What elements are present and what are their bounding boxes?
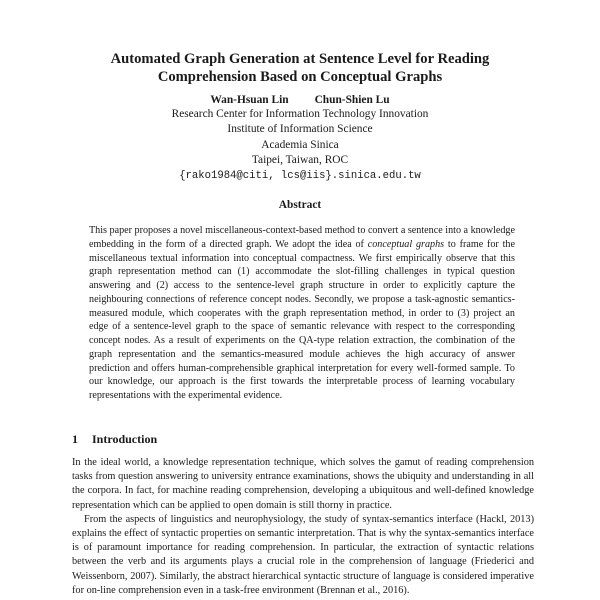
paper-title — [0, 51, 600, 86]
affiliation-line: Academia Sinica — [261, 138, 339, 151]
author-list — [0, 93, 600, 108]
section-number: 1 — [72, 432, 78, 446]
affiliation-line: Research Center for Information Technology Innovation — [171, 108, 429, 120]
paragraph: In the ideal world, a knowledge representation technique, which solves the gamut of reading comprehension tasks from question answering to university entrance examinations, shows the ubiquity and understanding in all the corpora. In fact, for machine reading comprehension, developing a ubiquitous and well-defined knowledge representation which can be applied to open domain is still thorny in practice. — [72, 457, 534, 511]
title-line-1: Automated Graph Generation at Sentence Level for Reading — [110, 51, 490, 67]
author-name: Chun-Shien Lu — [314, 94, 390, 106]
abstract-heading: Abstract — [278, 199, 322, 211]
section-title: Introduction — [92, 432, 158, 446]
abstract-body — [89, 224, 515, 403]
affiliation-line: Institute of Information Science — [227, 123, 373, 136]
affiliation-block — [0, 107, 600, 184]
introduction-body — [72, 456, 534, 598]
abstract-text: This paper proposes a novel miscellaneous-context-based method to convert a sentence into a knowledge embedding in the form of a directed graph. We adopt the idea of — [89, 225, 515, 250]
section-heading — [72, 432, 157, 447]
abstract-emphasis: conceptual graphs — [367, 238, 445, 250]
affiliation-line: Taipei, Taiwan, ROC — [251, 154, 349, 167]
paragraph: From the aspects of linguistics and neurophysiology, the study of syntax-semantics interface (Hackl, 2013) explains the effect of syntactic properties on semantic interpretation. That is why the syntax-semantics interface is of paramount importance for reading comprehension. In particular, the extraction of syntactic relations between the verb and its arguments plays a crucial role in the comprehension of language (Friederici and Weissenborn, 2007). Similarly, the abstract hierarchical syntactic structure of language is considered imperative for on-line comprehension even in a task-free environment (Brennan et al., 2016). — [72, 513, 534, 596]
title-line-2: Comprehension Based on Conceptual Graphs — [157, 68, 443, 85]
author-email: {rako1984@citi, lcs@iis}.sinica.edu.tw — [179, 169, 421, 182]
author-name: Wan-Hsuan Lin — [210, 94, 289, 106]
abstract-text: to frame for the miscellaneous textual information into conceptual compactness. We first empirically observe that this graph representation method can (1) accommodate the slot-filling challenges in typical question answering and (2) access to the sentence-level graph structure in order to explicitly capture the neighbouring connections of reference concept nodes. Secondly, we propose a task-agnostic semantics-measured module, which cooperates with the graph representation method, in order to (3) project an edge of a sentence-level graph to the space of semantic relevance with respect to the corresponding concept nodes. As a result of experiments on the QA-type relation extraction, the combination of the graph representation and the semantics-measured module achieves the high accuracy of answer prediction and offers human-comprehensible graphical interpretation for every well-formed sample. To our knowledge, our approach is the first towards the interpretable process of learning vocabulary representations with the experimental evidence. — [89, 238, 515, 401]
